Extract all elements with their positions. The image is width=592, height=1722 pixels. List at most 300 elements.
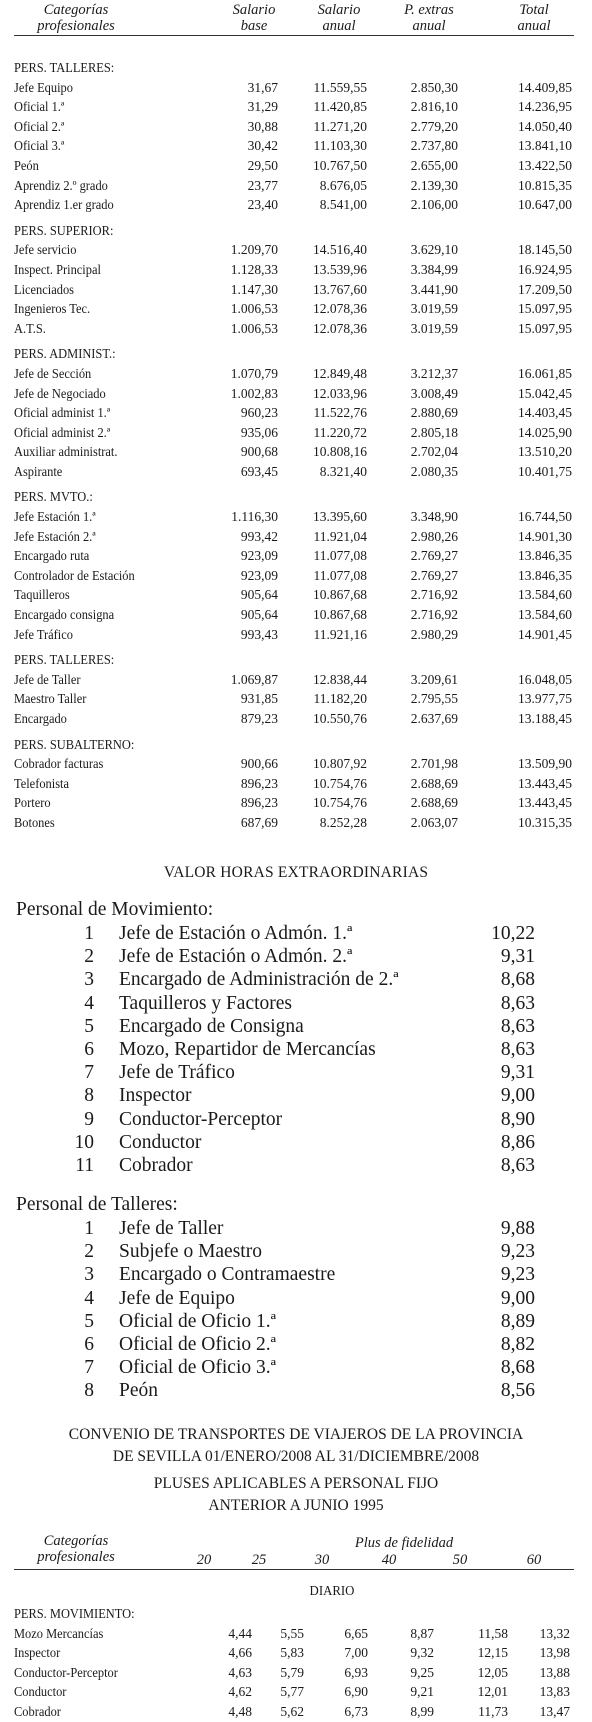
table-row (14, 793, 574, 813)
annual-salary-cell: 12.849,48 (313, 365, 367, 381)
base-salary-cell: 905,64 (240, 607, 278, 623)
item-label: Subjefe o Maestro (119, 1241, 262, 1263)
item-number: 6 (84, 1333, 94, 1355)
annual-salary-cell: 12.838,44 (313, 671, 367, 687)
fidelity-value-cell: 9,32 (410, 1645, 434, 1661)
annual-salary-cell: 11.182,20 (313, 691, 367, 707)
category-cell: Encargado consigna (14, 607, 115, 623)
extra-pay-cell: 3.629,10 (410, 242, 458, 258)
total-cell: 13.841,10 (518, 138, 572, 154)
fidelity-value-cell: 5,79 (280, 1664, 304, 1680)
annual-salary-cell: 11.103,30 (313, 138, 367, 154)
item-label: Conductor (119, 1131, 202, 1153)
extra-pay-cell: 2.701,98 (410, 756, 458, 772)
item-value: 8,63 (500, 1015, 535, 1037)
item-value: 8,63 (500, 1154, 535, 1176)
item-number: 1 (84, 1218, 94, 1239)
base-salary-cell: 23,77 (247, 177, 278, 193)
fidelity-value-cell: 5,62 (280, 1703, 304, 1719)
extra-pay-cell: 2.850,30 (410, 79, 458, 95)
fidelity-value-cell: 12,05 (477, 1664, 508, 1680)
list-item (16, 992, 576, 1015)
item-label: Mozo, Repartidor de Mercancías (119, 1038, 376, 1060)
fidelity-value-cell: 5,77 (280, 1684, 304, 1700)
fidelity-value-cell: 5,55 (280, 1625, 304, 1641)
category-cell: Jefe Estación 2.ª (14, 528, 96, 544)
category-cell: Jefe servicio (14, 242, 77, 258)
item-label: Oficial de Oficio 1.ª (119, 1310, 276, 1332)
table-row (14, 774, 574, 794)
category-cell: Conductor-Perceptor (14, 1664, 118, 1680)
annual-salary-cell: 14.516,40 (313, 242, 367, 258)
table-row (14, 1663, 574, 1683)
item-label: Inspector (119, 1085, 192, 1107)
base-salary-cell: 923,09 (240, 567, 278, 583)
annual-salary-cell: 11.420,85 (313, 99, 367, 115)
extra-pay-cell: 2.688,69 (410, 795, 458, 811)
total-cell: 14.901,30 (518, 528, 572, 544)
total-cell: 17.209,50 (518, 281, 572, 297)
category-cell: Jefe Equipo (14, 79, 73, 95)
item-number: 8 (84, 1085, 94, 1107)
item-number: 5 (84, 1310, 94, 1332)
pluses-header-categories: Categorías profesionales (37, 1533, 115, 1565)
item-value: 9,23 (500, 1264, 535, 1286)
item-value: 8,56 (500, 1380, 535, 1402)
base-salary-cell: 1.209,70 (230, 242, 278, 258)
item-value: 9,31 (500, 946, 535, 968)
base-salary-cell: 931,85 (240, 691, 278, 707)
category-cell: Inspector (14, 1645, 61, 1661)
base-salary-cell: 905,64 (240, 587, 278, 603)
total-cell: 13.510,20 (518, 444, 572, 460)
fidelity-value-cell: 13,83 (539, 1684, 570, 1700)
list-item (16, 945, 576, 968)
extra-pay-cell: 2.980,29 (410, 626, 458, 642)
total-cell: 13.584,60 (518, 587, 572, 603)
total-cell: 16.744,50 (518, 509, 572, 525)
table-row (14, 670, 574, 690)
list-item (16, 1240, 576, 1263)
base-salary-cell: 1.006,53 (230, 320, 278, 336)
base-salary-cell: 896,23 (240, 795, 278, 811)
table-row (14, 754, 574, 774)
base-salary-cell: 1.002,83 (230, 385, 278, 401)
category-cell: Jefe de Negociado (14, 385, 106, 401)
section-title: PERS. SUPERIOR: (14, 222, 114, 238)
table-row (14, 1624, 574, 1644)
list-item (16, 1015, 576, 1038)
list-item (16, 968, 576, 991)
header-base-salary: Salario base (232, 2, 276, 34)
extra-pay-cell: 2.688,69 (410, 775, 458, 791)
total-cell: 14.236,95 (518, 99, 572, 115)
section-title: PERS. MVTO.: (14, 489, 93, 505)
item-label: Oficial de Oficio 3.ª (119, 1357, 276, 1379)
table-row (14, 403, 574, 423)
extra-pay-cell: 2.737,80 (410, 138, 458, 154)
pluses-header-year: 25 (251, 1552, 267, 1568)
annual-salary-cell: 10.767,50 (313, 157, 367, 173)
extra-pay-cell: 2.769,27 (410, 548, 458, 564)
item-value: 8,86 (500, 1131, 535, 1153)
header-extra-pay: P. extras anual (404, 2, 454, 34)
total-cell: 10.647,00 (518, 197, 572, 213)
list-item (16, 922, 576, 945)
item-label: Conductor-Perceptor (119, 1108, 283, 1130)
annual-salary-cell: 11.921,16 (313, 626, 367, 642)
total-cell: 15.042,45 (518, 385, 572, 401)
fidelity-value-cell: 11,58 (478, 1625, 508, 1641)
overtime-group-title: Personal de Movimiento: (16, 899, 214, 920)
item-label: Encargado de Administración de 2.ª (119, 969, 399, 991)
base-salary-cell: 1.147,30 (230, 281, 278, 297)
extra-pay-cell: 2.106,00 (410, 197, 458, 213)
category-cell: Auxiliar administrat. (14, 444, 118, 460)
category-cell: A.T.S. (14, 320, 46, 336)
table-row (14, 280, 574, 300)
convenio-title (0, 1424, 592, 1468)
item-label: Cobrador (119, 1154, 193, 1176)
item-value: 10,22 (491, 923, 535, 944)
item-number: 2 (84, 1241, 94, 1263)
item-label: Oficial de Oficio 2.ª (119, 1333, 276, 1355)
category-cell: Maestro Taller (14, 691, 87, 707)
list-item (16, 1263, 576, 1286)
item-number: 5 (84, 1015, 94, 1037)
item-label: Peón (119, 1380, 158, 1402)
annual-salary-cell: 10.807,92 (313, 756, 367, 772)
base-salary-cell: 935,06 (240, 424, 278, 440)
base-salary-cell: 923,09 (240, 548, 278, 564)
item-number: 1 (84, 923, 94, 944)
fidelity-value-cell: 4,66 (228, 1645, 252, 1661)
extra-pay-cell: 2.880,69 (410, 405, 458, 421)
salary-table-header (14, 2, 574, 36)
section-title: PERS. SUBALTERNO: (14, 736, 135, 752)
total-cell: 13.846,35 (518, 567, 572, 583)
base-salary-cell: 31,29 (247, 99, 278, 115)
category-cell: Peón (14, 157, 39, 173)
table-row (14, 625, 574, 645)
annual-salary-cell: 11.921,04 (313, 528, 367, 544)
item-value: 8,89 (500, 1310, 535, 1332)
base-salary-cell: 687,69 (240, 814, 278, 830)
base-salary-cell: 693,45 (240, 463, 278, 479)
annual-salary-cell: 12.078,36 (313, 301, 367, 317)
pluses-table-header (14, 1533, 574, 1569)
total-cell: 13.188,45 (518, 711, 572, 726)
pluses-header-year: 50 (452, 1552, 468, 1568)
list-item (16, 1356, 576, 1379)
total-cell: 14.409,85 (518, 79, 572, 95)
total-cell: 14.403,45 (518, 405, 572, 421)
item-label: Jefe de Equipo (119, 1287, 235, 1309)
total-cell: 13.422,50 (518, 157, 572, 173)
base-salary-cell: 31,67 (247, 79, 278, 95)
total-cell: 13.443,45 (518, 775, 572, 791)
category-cell: Jefe Estación 1.ª (14, 509, 96, 525)
annual-salary-cell: 8.676,05 (319, 177, 367, 193)
base-salary-cell: 879,23 (240, 711, 278, 726)
item-number: 4 (84, 992, 94, 1014)
table-row (14, 299, 574, 319)
fidelity-value-cell: 12,15 (477, 1645, 508, 1661)
pluses-header-year: 60 (526, 1552, 542, 1568)
table-row (14, 585, 574, 605)
fidelity-value-cell: 9,21 (410, 1684, 434, 1700)
category-cell: Oficial 1.ª (14, 99, 65, 115)
category-cell: Conductor (14, 1684, 67, 1700)
extra-pay-cell: 2.063,07 (410, 814, 458, 830)
table-row (14, 176, 574, 196)
annual-salary-cell: 12.078,36 (313, 320, 367, 336)
overtime-group-title: Personal de Talleres: (16, 1194, 178, 1215)
table-row (14, 507, 574, 527)
extra-pay-cell: 3.441,90 (410, 281, 458, 297)
annual-salary-cell: 11.522,76 (313, 405, 367, 421)
base-salary-cell: 1.128,33 (230, 261, 278, 277)
extra-pay-cell: 2.655,00 (410, 157, 458, 173)
section-title: PERS. TALLERES: (14, 652, 115, 668)
fidelity-value-cell: 8,87 (410, 1625, 434, 1641)
extra-pay-cell: 2.716,92 (410, 607, 458, 623)
extra-pay-cell: 2.816,10 (410, 99, 458, 115)
list-item (16, 1084, 576, 1107)
pluses-header-year: 20 (196, 1552, 212, 1568)
extra-pay-cell: 3.008,49 (410, 385, 458, 401)
extra-pay-cell: 3.019,59 (410, 320, 458, 336)
category-cell: Oficial administ 2.ª (14, 424, 111, 440)
category-cell: Licenciados (14, 281, 75, 297)
base-salary-cell: 993,42 (240, 528, 278, 544)
item-value: 8,82 (500, 1333, 535, 1355)
total-cell: 15.097,95 (518, 301, 572, 317)
annual-salary-cell: 8.321,40 (319, 463, 367, 479)
section-title: PERS. ADMINIST.: (14, 346, 116, 362)
item-value: 9,23 (500, 1241, 535, 1263)
total-cell: 10.315,35 (518, 814, 572, 830)
category-cell: Aprendiz 2.º grado (14, 177, 108, 193)
fidelity-value-cell: 13,88 (539, 1664, 570, 1680)
pluses-title-line2: ANTERIOR A JUNIO 1995 (208, 1497, 384, 1514)
extra-pay-cell: 3.384,99 (410, 261, 458, 277)
fidelity-value-cell: 4,44 (228, 1625, 252, 1641)
extra-pay-cell: 2.139,30 (410, 177, 458, 193)
fidelity-value-cell: 4,62 (228, 1684, 252, 1700)
category-cell: Jefe de Taller (14, 671, 81, 687)
header-categories: Categorías profesionales (37, 2, 115, 34)
annual-salary-cell: 11.271,20 (313, 118, 367, 134)
fidelity-value-cell: 6,65 (344, 1625, 368, 1641)
annual-salary-cell: 10.754,76 (313, 795, 367, 811)
total-cell: 13.443,45 (518, 795, 572, 811)
fidelity-value-cell: 6,73 (344, 1703, 368, 1719)
extra-pay-cell: 3.019,59 (410, 301, 458, 317)
list-item (16, 1310, 576, 1333)
item-value: 9,00 (500, 1085, 535, 1107)
header-rule (14, 35, 574, 36)
extra-pay-cell: 2.805,18 (410, 424, 458, 440)
table-row (14, 813, 574, 833)
list-item (16, 1217, 576, 1240)
fidelity-value-cell: 7,00 (344, 1645, 368, 1661)
item-number: 3 (84, 969, 94, 991)
list-item (16, 1038, 576, 1061)
fidelity-value-cell: 4,63 (228, 1664, 252, 1680)
category-cell: Aspirante (14, 463, 63, 479)
table-row (14, 442, 574, 462)
category-cell: Telefonista (14, 775, 69, 791)
item-number: 4 (84, 1287, 94, 1309)
fidelity-value-cell: 4,48 (228, 1703, 252, 1719)
table-row (14, 117, 574, 137)
item-value: 9,00 (500, 1287, 535, 1309)
item-label: Taquilleros y Factores (119, 992, 293, 1014)
total-cell: 13.509,90 (518, 756, 572, 772)
annual-salary-cell: 10.867,68 (313, 587, 367, 603)
pluses-table-body (14, 1604, 574, 1722)
list-item (16, 1379, 576, 1402)
fidelity-value-cell: 6,93 (344, 1664, 368, 1680)
base-salary-cell: 993,43 (240, 626, 278, 642)
item-value: 8,63 (500, 992, 535, 1014)
table-row (14, 136, 574, 156)
category-cell: Jefe de Sección (14, 365, 92, 381)
annual-salary-cell: 8.541,00 (319, 197, 367, 213)
list-item (16, 1154, 576, 1177)
table-row (14, 1643, 574, 1663)
annual-salary-cell: 11.077,08 (313, 548, 367, 564)
list-item (16, 1287, 576, 1310)
fidelity-value-cell: 12,01 (477, 1684, 508, 1700)
extra-pay-cell: 2.795,55 (410, 691, 458, 707)
annual-salary-cell: 12.033,96 (313, 385, 367, 401)
table-row (14, 1682, 574, 1702)
extra-pay-cell: 2.779,20 (410, 118, 458, 134)
base-salary-cell: 30,42 (247, 138, 278, 154)
item-value: 8,90 (500, 1108, 535, 1130)
list-item (16, 1333, 576, 1356)
table-row (14, 566, 574, 586)
table-row (14, 605, 574, 625)
base-salary-cell: 29,50 (247, 157, 278, 173)
item-label: Jefe de Estación o Admón. 2.ª (119, 946, 353, 968)
extra-pay-cell: 2.769,27 (410, 567, 458, 583)
annual-salary-cell: 13.539,96 (313, 261, 367, 277)
total-cell: 13.977,75 (518, 691, 572, 707)
fidelity-value-cell: 11,73 (478, 1703, 508, 1719)
annual-salary-cell: 10.550,76 (313, 711, 367, 726)
table-row (14, 546, 574, 566)
pluses-header-rule (14, 1569, 574, 1570)
table-row (14, 97, 574, 117)
base-salary-cell: 1.069,87 (230, 671, 278, 687)
total-cell: 16.048,05 (518, 671, 572, 687)
extra-pay-cell: 3.212,37 (410, 365, 458, 381)
convenio-title-line2: DE SEVILLA 01/ENERO/2008 AL 31/DICIEMBRE/2008 (112, 1448, 480, 1465)
pluses-header-year: 40 (381, 1552, 397, 1568)
total-cell: 15.097,95 (518, 320, 572, 336)
item-label: Encargado de Consigna (119, 1015, 304, 1037)
annual-salary-cell: 10.867,68 (313, 607, 367, 623)
extra-pay-cell: 2.716,92 (410, 587, 458, 603)
base-salary-cell: 1.070,79 (230, 365, 278, 381)
item-number: 8 (84, 1380, 94, 1402)
table-row (14, 240, 574, 260)
item-value: 8,63 (500, 1038, 535, 1060)
salary-table-body (14, 58, 574, 833)
section-title: PERS. TALLERES: (14, 60, 115, 75)
annual-salary-cell: 8.252,28 (319, 814, 367, 830)
annual-salary-cell: 11.220,72 (313, 424, 367, 440)
item-value: 8,68 (500, 969, 535, 991)
total-cell: 14.901,45 (518, 626, 572, 642)
table-row (14, 260, 574, 280)
total-cell: 10.815,35 (518, 177, 572, 193)
annual-salary-cell: 11.559,55 (313, 79, 367, 95)
table-row (14, 423, 574, 443)
item-number: 7 (84, 1062, 94, 1084)
item-number: 6 (84, 1038, 94, 1060)
total-cell: 13.584,60 (518, 607, 572, 623)
list-item (16, 1131, 576, 1154)
base-salary-cell: 896,23 (240, 775, 278, 791)
table-row (14, 156, 574, 176)
extra-pay-cell: 2.702,04 (410, 444, 458, 460)
base-salary-cell: 23,40 (247, 197, 278, 213)
item-label: Encargado o Contramaestre (119, 1264, 336, 1286)
item-number: 2 (84, 946, 94, 968)
total-cell: 18.145,50 (518, 242, 572, 258)
annual-salary-cell: 13.395,60 (313, 509, 367, 525)
item-number: 10 (74, 1131, 94, 1153)
table-row (14, 689, 574, 709)
list-item (16, 1061, 576, 1084)
annual-salary-cell: 11.077,08 (313, 567, 367, 583)
fidelity-value-cell: 13,47 (539, 1703, 570, 1719)
item-label: Jefe de Estación o Admón. 1.ª (119, 923, 353, 944)
item-value: 8,68 (500, 1357, 535, 1379)
fidelity-value-cell: 13,32 (539, 1625, 570, 1641)
header-annual-salary: Salario anual (317, 2, 361, 34)
annual-salary-cell: 13.767,60 (313, 281, 367, 297)
overtime-group-talleres (16, 1193, 576, 1403)
extra-pay-cell: 2.980,26 (410, 528, 458, 544)
total-cell: 14.025,90 (518, 424, 572, 440)
category-cell: Mozo Mercancías (14, 1625, 104, 1641)
table-row (14, 78, 574, 98)
total-cell: 16.924,95 (518, 261, 572, 277)
fidelity-value-cell: 8,99 (410, 1703, 434, 1719)
category-cell: Controlador de Estación (14, 567, 135, 583)
table-row (14, 384, 574, 404)
category-cell: Cobrador (14, 1703, 61, 1719)
convenio-title-line1: CONVENIO DE TRANSPORTES DE VIAJEROS DE LA PROVINCIA (68, 1426, 524, 1443)
table-row (14, 527, 574, 547)
total-cell: 10.401,75 (518, 463, 572, 479)
item-value: 9,31 (500, 1062, 535, 1084)
table-row (14, 195, 574, 215)
extra-pay-cell: 2.080,35 (410, 463, 458, 479)
extra-pay-cell: 2.637,69 (410, 711, 458, 726)
category-cell: Encargado (14, 711, 67, 726)
pluses-title-line1: PLUSES APLICABLES A PERSONAL FIJO (153, 1475, 439, 1492)
extra-pay-cell: 3.209,61 (410, 671, 458, 687)
table-row (14, 462, 574, 482)
pluses-title (0, 1473, 592, 1517)
category-cell: Ingenieros Tec. (14, 301, 91, 317)
